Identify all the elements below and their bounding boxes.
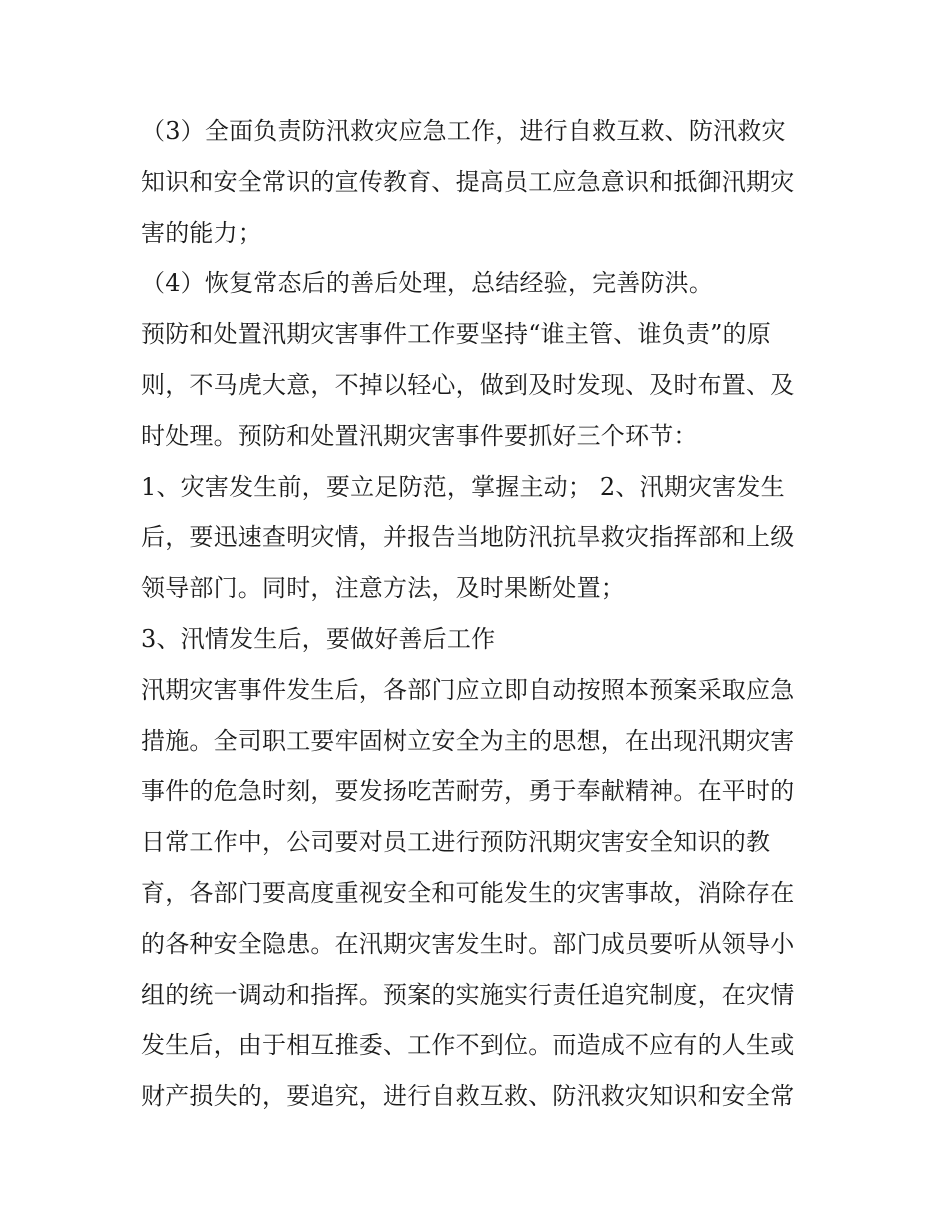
text-line: 知识和安全常识的宣传教育、提高员工应急意识和抵御汛期灾 <box>141 167 795 196</box>
text-line: 发生后，由于相互推委、工作不到位。而造成不应有的人生或 <box>141 1031 795 1060</box>
text-line: （4）恢复常态后的善后处理，总结经验，完善防洪。 <box>141 269 714 298</box>
text-line: 措施。全司职工要牢固树立安全为主的思想，在出现汛期灾害 <box>141 726 795 755</box>
text-line: 则，不马虎大意，不掉以轻心，做到及时发现、及时布置、及 <box>141 370 795 399</box>
text-line: 害的能力； <box>141 218 262 247</box>
text-line: 日常工作中，公司要对员工进行预防汛期灾害安全知识的教 <box>141 828 771 857</box>
text-line: 的各种安全隐患。在汛期灾害发生时。部门成员要听从领导小 <box>141 929 795 958</box>
text-line: 财产损失的，要追究，进行自救互救、防汛救灾知识和安全常 <box>141 1082 795 1111</box>
text-line: 育，各部门要高度重视安全和可能发生的灾害事故，消除存在 <box>141 878 795 907</box>
document-body <box>141 106 821 1122</box>
text-line: 后，要迅速查明灾情，并报告当地防汛抗旱救灾指挥部和上级 <box>141 523 795 552</box>
text-line: 3、汛情发生后，要做好善后工作 <box>141 624 496 653</box>
text-line: 汛期灾害事件发生后，各部门应立即自动按照本预案采取应急 <box>141 675 795 704</box>
text-line: 领导部门。同时，注意方法，及时果断处置； <box>141 574 625 603</box>
text-line: 时处理。预防和处置汛期灾害事件要抓好三个环节： <box>141 421 698 450</box>
text-line: 1、灾害发生前，要立足防范，掌握主动； 2、汛期灾害发生 <box>141 472 785 501</box>
text-line: （3）全面负责防汛救灾应急工作，进行自救互救、防汛救灾 <box>141 117 786 145</box>
text-line: 预防和处置汛期灾害事件工作要坚持“谁主管、谁负责”的原 <box>141 320 771 349</box>
text-line: 事件的危急时刻，要发扬吃苦耐劳，勇于奉献精神。在平时的 <box>141 777 795 806</box>
text-line: 组的统一调动和指挥。预案的实施实行责任追究制度，在灾情 <box>141 980 795 1009</box>
